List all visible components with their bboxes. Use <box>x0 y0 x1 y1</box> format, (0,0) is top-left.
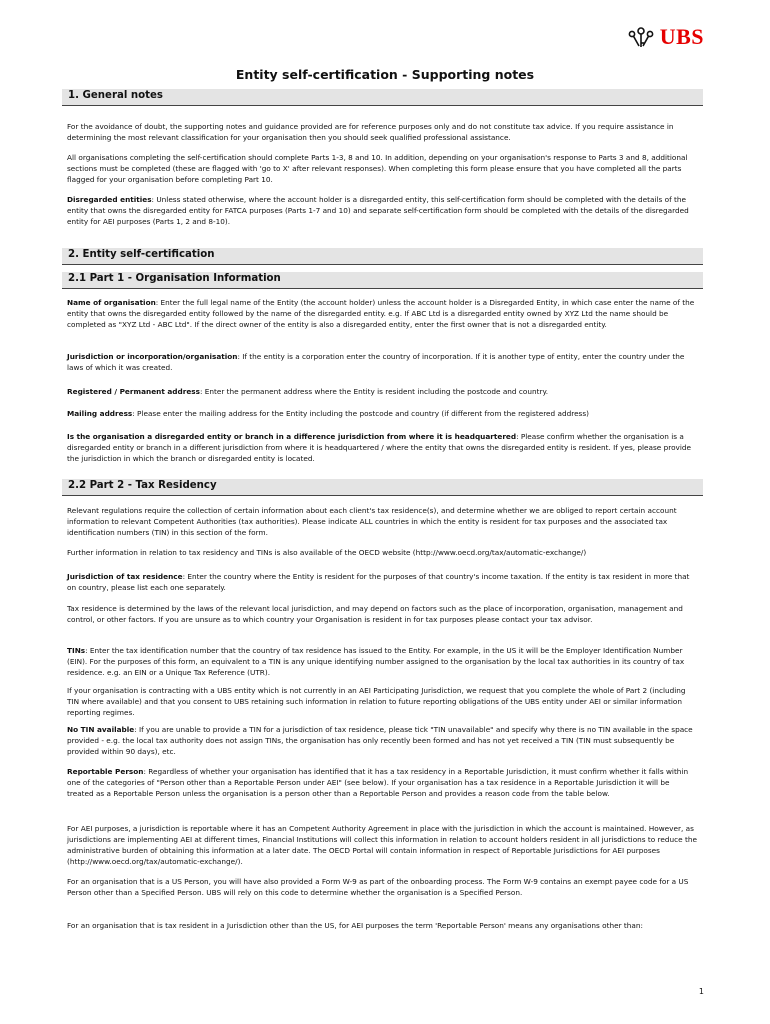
term-label: No TIN available <box>67 725 135 734</box>
tax-residency-paragraph: Relevant regulations require the collection of certain information about each client's tax residence(s), and determine whether we are obliged to report certain account information to relevant Competent Authorities (tax authorities). Please indicate ALL countries in which the entity is resident for tax purposes and the associated tax identification numbers (TIN) in this section of the form. <box>67 506 677 537</box>
term-label: Is the organisation a disregarded entity or branch in a difference jurisdiction from where it is headquartered <box>67 432 517 441</box>
term-label: Mailing address <box>67 409 133 418</box>
tax-residency-paragraph: Further information in relation to tax residency and TINs is also available of the OECD website (http://www.oecd.org/tax/automatic-exchange/) <box>67 548 587 557</box>
term-label: Name of organisation <box>67 298 156 307</box>
term-label: Reportable Person <box>67 767 144 776</box>
us-person-paragraph: For an organisation that is a US Person, you will have also provided a Form W-9 as part of the onboarding process. The Form W-9 contains an exempt payee code for a US Person other than a Specified Person. UBS will rely on this code to determine whether the organisation is a Specified Person. <box>67 877 689 897</box>
jurisdiction-tax-residence-paragraph: Jurisdiction of tax residence: Enter the country where the Entity is resident for the purposes of that country's income taxation. If the entity is tax resident in more that on country, please list each one separately. <box>67 572 690 592</box>
term-label: Registered / Permanent address <box>67 387 200 396</box>
tax-residence-determination-paragraph: Tax residence is determined by the laws of the relevant local jurisdiction, and may depend on factors such as the place of incorporation, organisation, management and control, or other factors. If you are unsure as to which country your Organisation is resident in for tax purposes please contact your tax advisor. <box>67 604 683 624</box>
term-label: Disregarded entities <box>67 195 152 204</box>
aei-reportable-jurisdiction-paragraph: For AEI purposes, a jurisdiction is reportable where it has an Competent Authority Agreement in place with the jurisdiction in which the account is maintained. However, as jurisdictions are implementing AEI at different times, Financial Institutions will collect this information in relation to account holders resident in all jurisdictions to reduce the administrative burden of obtaining this information at a later date. The OECD Portal will contain information in respect of Reportable Jurisdictions for AEI purposes (http://www.oecd.org/tax/automatic-exchange/). <box>67 824 697 866</box>
page-number: 1 <box>698 987 704 996</box>
mailing-address-paragraph: Mailing address: Please enter the mailing address for the Entity including the postcode and country (if different from the registered address) <box>67 409 590 418</box>
aei-participating-paragraph: If your organisation is contracting with a UBS entity which is not currently in an AEI Participating Jurisdiction, we request that you complete the whole of Part 2 (including TIN where available) and that you consent to UBS retaining such information in relation to future reporting obligations of the UBS entity under AEI or similar information reporting regimes. <box>67 686 686 717</box>
section-heading-general-notes: 1. General notes <box>62 89 703 106</box>
section-heading-entity-self-certification: 2. Entity self-certification <box>62 248 703 265</box>
jurisdiction-incorporation-paragraph: Jurisdiction or incorporation/organisation: If the entity is a corporation enter the country of incorporation. If it is another type of entity, enter the country under the laws of which it was created. <box>67 352 685 372</box>
tins-paragraph: TINs: Enter the tax identification number that the country of tax residence has issued to the Entity. For example, in the US it will be the Employer Identification Number (EIN). For the purposes of this form, an equivalent to a TIN is any unique identifying number assigned to the organisation by the local tax authorities in its country of tax residence. e.g. an EIN or a Unique Tax Reference (UTR). <box>67 646 685 677</box>
ubs-logo-text: UBS <box>659 24 704 49</box>
section-heading-part1: 2.1 Part 1 - Organisation Information <box>62 272 703 289</box>
disregarded-entities-paragraph: Disregarded entities: Unless stated otherwise, where the account holder is a disregarded entity, this self-certification form should be completed with the details of the entity that owns the disregarded entity for FATCA purposes (Parts 1-7 and 10) and separate self-certification form should be completed with the details of the disregarded entity for AEI purposes (Parts 1, 2 and 8-10). <box>67 195 689 226</box>
general-notes-paragraph: All organisations completing the self-certification should complete Parts 1-3, 8 and 10. In addition, depending on your organisation's response to Parts 3 and 8, additional sections must be completed (these are flagged with 'go to X' after relevant responses). When completing this form please ensure that you have completed all the parts flagged for your organisation before completing Part 10. <box>67 153 688 184</box>
general-notes-paragraph: For the avoidance of doubt, the supporting notes and guidance provided are for reference purposes only and do not constitute tax advice. If you require assistance in determining the most relevant classification for your organisation then you should seek qualified professional assistance. <box>67 122 674 142</box>
ubs-logo <box>627 24 704 50</box>
reportable-person-paragraph: Reportable Person: Regardless of whether your organisation has identified that it has a tax residency in a Reportable Jurisdiction, it must confirm whether it falls within one of the categories of "Person other than a Reportable Person under AEI" (see below). If your organisation has a tax residence in a Reportable Jurisdiction it will be treated as a Reportable Person unless the organisation is a person other than a Reportable Person and provides a reason code from the table below. <box>67 767 689 798</box>
term-label: TINs <box>67 646 86 655</box>
disregarded-branch-paragraph: Is the organisation a disregarded entity or branch in a difference jurisdiction from where it is headquartered: Please confirm whether the organisation is a disregarded entity or branch in a different jurisdiction from where it is headquartered / where the entity that owns the disregarded entity is resident. If yes, please provide the jurisdiction in which the branch or disregarded entity is located. <box>67 432 692 463</box>
registered-address-paragraph: Registered / Permanent address: Enter the permanent address where the Entity is resident including the postcode and country. <box>67 387 549 396</box>
no-tin-available-paragraph: No TIN available: If you are unable to provide a TIN for a jurisdiction of tax residence, please tick "TIN unavailable" and specify why there is no TIN available in the space provided - e.g. the local tax authority does not assign TINs, the organisation has only recently been formed and has not yet received a TIN (TIN must subsequently be provided within 90 days), etc. <box>67 725 693 756</box>
term-label: Jurisdiction or incorporation/organisation <box>67 352 238 361</box>
document-title: Entity self-certification - Supporting notes <box>235 67 535 82</box>
name-of-organisation-paragraph: Name of organisation: Enter the full legal name of the Entity (the account holder) unless the account holder is a Disregarded Entity, in which case enter the name of the entity that owns the disregarded entity followed by the name of the disregarded entity. e.g. If ABC Ltd is a disregarded entity owned by XYZ Ltd the name should be completed as "XYZ Ltd - ABC Ltd". If the direct owner of the entity is also a disregarded entity, enter the first owner that is not a disregarded entity. <box>67 298 695 329</box>
term-label: Jurisdiction of tax residence <box>67 572 183 581</box>
non-us-reportable-person-paragraph: For an organisation that is tax resident in a Jurisdiction other than the US, for AEI purposes the term 'Reportable Person' means any organisations other than: <box>67 921 643 930</box>
three-keys-icon <box>627 26 655 48</box>
section-heading-part2: 2.2 Part 2 - Tax Residency <box>62 479 703 496</box>
